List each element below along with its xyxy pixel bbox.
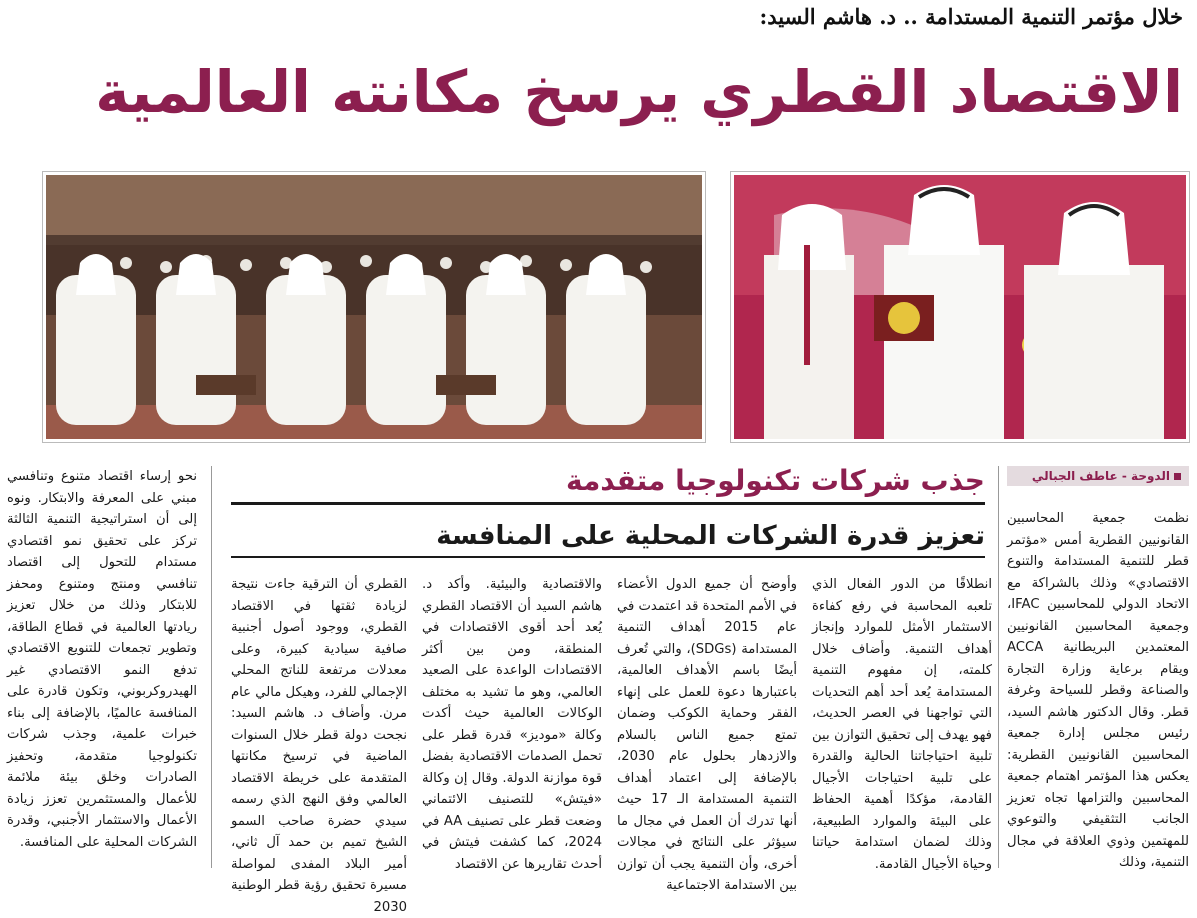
column-divider <box>211 466 212 868</box>
column-6-text: نحو إرساء اقتصاد متنوع وتنافسي مبني على المعرفة والابتكار. ونوه إلى أن استراتيجية التنمية الثالثة تركز على تحقيق نمو اقتصادي مستدام للتحول إلى اقتصاد تنافسي ومنتج ومتنوع ومحفز للابتكار وذلك من خلال تعزيز ريادتها العالمية في قطاع الطاقة، وتطوير تجمعات للتنويع الاقتصادي تدفع النمو الاقتصادي غير الهيدروكربوني، وتكون قادرة على المنافسة عالميًا، بالإضافة إلى بناء خبرات علمية، وجذب شركات تكنولوجيا متقدمة، وتحفيز الصادرات وخلق بيئة ملائمة للأعمال والمستثمرين تعزز زيادة الأعمال والاستثمار الأجنبي، وقدرة الشركات المحلية على المنافسة. <box>7 469 197 850</box>
column-divider <box>998 466 999 868</box>
column-5-text: القطري أن الترقية جاءت نتيجة لزيادة ثقتها في الاقتصاد القطري، ووجود أصول أجنبية صافية سيادية كبيرة، وعلى معدلات مرتفعة للناتج المحلي الإجمالي للفرد، وهيكل مالي عام مرن. وأضاف د. هاشم السيد: نجحت دولة قطر خلال السنوات الماضية في ترسيخ مكانتها المتقدمة على خريطة الاقتصاد العالمي وفق النهج الذي رسمه سيدي حضرة صاحب السمو الشيخ تميم بن حمد آل ثاني، أمير البلاد المفدى لمواصلة مسيرة تحقيق رؤية قطر الوطنية 2030 <box>231 577 407 915</box>
subheading-rule-top <box>231 502 985 505</box>
article-column-6 <box>7 466 197 870</box>
column-2-text: انطلاقًا من الدور الفعال الذي تلعبه المحاسبة في رفع كفاءة الاستثمار الأمثل للموارد وإنجاز أهداف التنمية. وأضاف خلال كلمته، إن مفهوم التنمية المستدامة يُعد أحد أهم التحديات التي تواجهنا في العصر الحديث، فهو يهدف إلى تحقيق التوازن بين تلبية احتياجاتنا الحالية والقدرة على تلبية احتياجات الأجيال القادمة، مؤكدًا أهمية الحفاظ على البيئة والموارد الطبيعية، وذلك لضمان استدامة حياتنا وحياة الأجيال القادمة. <box>812 577 992 872</box>
square-bullet-icon <box>1174 473 1181 480</box>
kicker-line: خلال مؤتمر التنمية المستدامة .. د. هاشم السيد: <box>759 4 1183 29</box>
byline-text: الدوحة - عاطف الجبالي <box>1031 469 1170 483</box>
photo-award-ceremony <box>731 172 1189 442</box>
subheading-secondary: تعزيز قدرة الشركات المحلية على المنافسة <box>436 521 985 551</box>
subheading-primary: جذب شركات تكنولوجيا متقدمة <box>565 464 985 497</box>
article-column-2 <box>812 574 992 870</box>
article-column-4 <box>422 574 602 870</box>
article-column-5 <box>231 574 407 915</box>
column-1-text: نظمت جمعية المحاسبين القانونيين القطرية أمس «مؤتمر قطر للتنمية المستدامة والتنوع الاقتصادي» وذلك بالشراكة مع الاتحاد الدولي للمحاسبين IFAC، وجمعية المحاسبين القانونيين المعتمدين البريطانية ACCA ويقام برعاية وزارة التجارة والصناعة وقطر للسياحة وغرفة قطر. وقال الدكتور هاشم السيد، رئيس مجلس إدارة جمعية المحاسبين القانونيين القطرية: يعكس هذا المؤتمر اهتمام جمعية المحاسبين والتزامها تجاه تعزيز الجانب التثقيفي والتوعوي للمهتمين وذوي العلاقة في مجال التنمية، وذلك <box>1007 511 1189 870</box>
byline <box>1007 466 1189 486</box>
subheading-rule-bottom <box>231 556 985 558</box>
article-column-1 <box>1007 508 1189 868</box>
column-3-text: وأوضح أن جميع الدول الأعضاء في الأمم المتحدة قد اعتمدت في عام 2015 أهداف التنمية المستدامة (SDGs)، والتي تُعرف أيضًا باسم الأهداف العالمية، باعتبارها دعوة للعمل على إنهاء الفقر وحماية الكوكب وضمان تمتع جميع الناس بالسلام والازدهار بحلول عام 2030، بالإضافة إلى اعتماد أهداف التنمية المستدامة الـ 17 حيث أنها تدرك أن العمل في مجال ما سيؤثر على النتائج في مجالات أخرى، وأن التنمية يجب أن توازن بين الاستدامة الاجتماعية <box>617 577 798 893</box>
column-4-text: والاقتصادية والبيئية. وأكد د. هاشم السيد أن الاقتصاد القطري يُعد أحد أقوى الاقتصادات في المنطقة، ومن بين أكثر الاقتصادات الواعدة على الصعيد العالمي، وهو ما تشيد به مختلف الوكالات العالمية حيث أكدت وكالة «موديز» قدرة قطر على تحمل الصدمات الاقتصادية بفضل قوة موازنة الدولة. وقال إن وكالة «فيتش» للتصنيف الائتماني وضعت قطر على تصنيف AA في 2024، كما كشفت فيتش في أحدث تقاريرها عن الاقتصاد <box>422 577 602 872</box>
headline: الاقتصاد القطري يرسخ مكانته العالمية <box>95 58 1183 126</box>
article-column-3 <box>617 574 798 893</box>
photo-conference-audience <box>43 172 705 442</box>
